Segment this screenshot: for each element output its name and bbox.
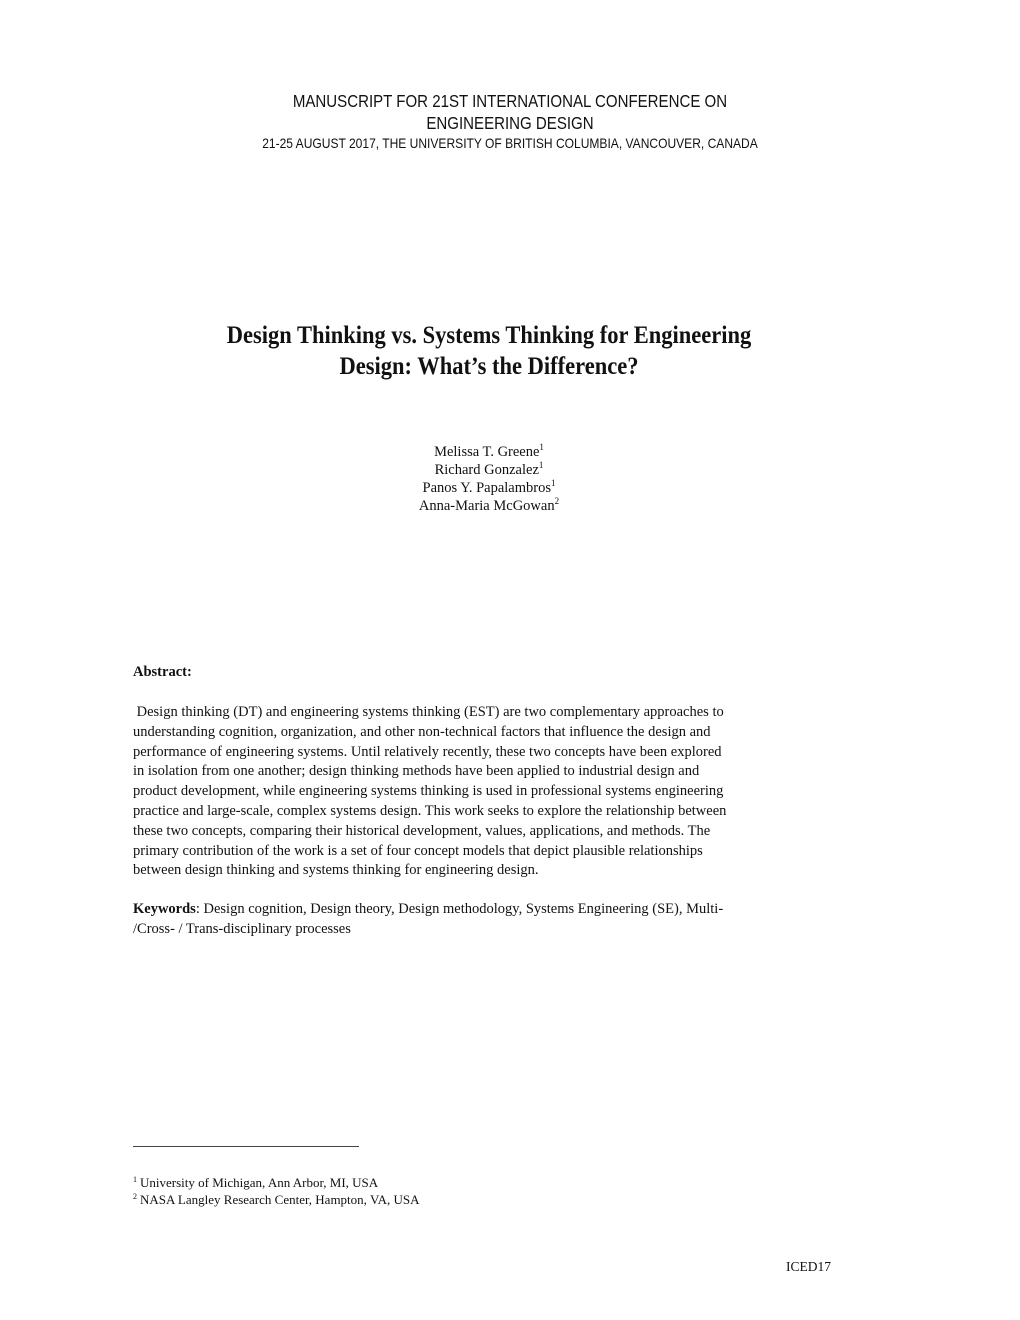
abstract-body	[133, 703, 853, 881]
affiliation-mark: 1	[539, 442, 544, 452]
keywords-separator: :	[195, 901, 204, 917]
conference-header	[0, 90, 1020, 152]
footnote-divider	[133, 1146, 359, 1147]
footnote-mark: 2	[133, 1192, 137, 1201]
author	[0, 479, 978, 497]
keywords-text: Design cognition, Design theory, Design methodology, Systems Engineering (SE), Multi-	[203, 901, 724, 917]
abstract-line: performance of engineering systems. Until relatively recently, these two concepts have been explored	[133, 743, 722, 760]
footnote-text: University of Michigan, Ann Arbor, MI, USA	[140, 1175, 379, 1190]
footnote-mark: 1	[133, 1175, 137, 1184]
abstract-heading: Abstract:	[133, 664, 192, 680]
conference-title-line-2: ENGINEERING DESIGN	[426, 113, 594, 133]
abstract-line: between design thinking and systems thinking for engineering design.	[133, 862, 539, 879]
author-name: Panos Y. Papalambros	[422, 480, 551, 496]
keywords-line-2: /Cross- / Trans-disciplinary processes	[133, 920, 351, 937]
affiliation-mark: 1	[550, 478, 556, 488]
footnotes	[133, 1174, 420, 1208]
page-footer-label: ICED17	[786, 1259, 831, 1274]
paper-title-line-1: Design Thinking vs. Systems Thinking for Engineering	[226, 322, 752, 349]
footnote	[133, 1174, 420, 1191]
author	[0, 461, 978, 479]
abstract-line: understanding cognition, organization, and other non-technical factors that influence the design and	[133, 723, 711, 740]
author	[0, 443, 978, 461]
author-name: Richard Gonzalez	[434, 462, 539, 478]
footnote	[133, 1191, 420, 1208]
author-name: Melissa T. Greene	[434, 444, 540, 460]
keywords-line-1	[133, 900, 853, 920]
author-name: Anna-Maria McGowan	[418, 498, 555, 514]
abstract-line: primary contribution of the work is a set of four concept models that depict plausible relationships	[133, 842, 703, 859]
conference-title-line-1: MANUSCRIPT FOR 21ST INTERNATIONAL CONFERENCE ON	[292, 91, 728, 111]
affiliation-mark: 1	[538, 460, 544, 470]
abstract-line: Design thinking (DT) and engineering systems thinking (EST) are two complementary approaches to	[133, 704, 724, 720]
abstract-line: in isolation from one another; design thinking methods have been applied to industrial design and	[133, 763, 700, 780]
conference-date-location: 21-25 AUGUST 2017, THE UNIVERSITY OF BRITISH COLUMBIA, VANCOUVER, CANADA	[262, 135, 758, 151]
affiliation-mark: 2	[554, 496, 560, 506]
abstract-line: practice and large-scale, complex systems design. This work seeks to explore the relationship between	[133, 802, 727, 819]
paper-title	[0, 320, 978, 382]
author	[0, 497, 978, 515]
abstract-line: product development, while engineering systems thinking is used in professional systems engineering	[133, 783, 724, 800]
keywords-label: Keywords	[133, 901, 196, 917]
keywords	[133, 900, 853, 940]
footnote-text: NASA Langley Research Center, Hampton, VA, USA	[140, 1192, 420, 1207]
paper-title-line-2: Design: What’s the Difference?	[339, 353, 639, 380]
author-list	[0, 443, 978, 515]
abstract-line: these two concepts, comparing their historical development, values, applications, and methods. The	[133, 822, 711, 839]
